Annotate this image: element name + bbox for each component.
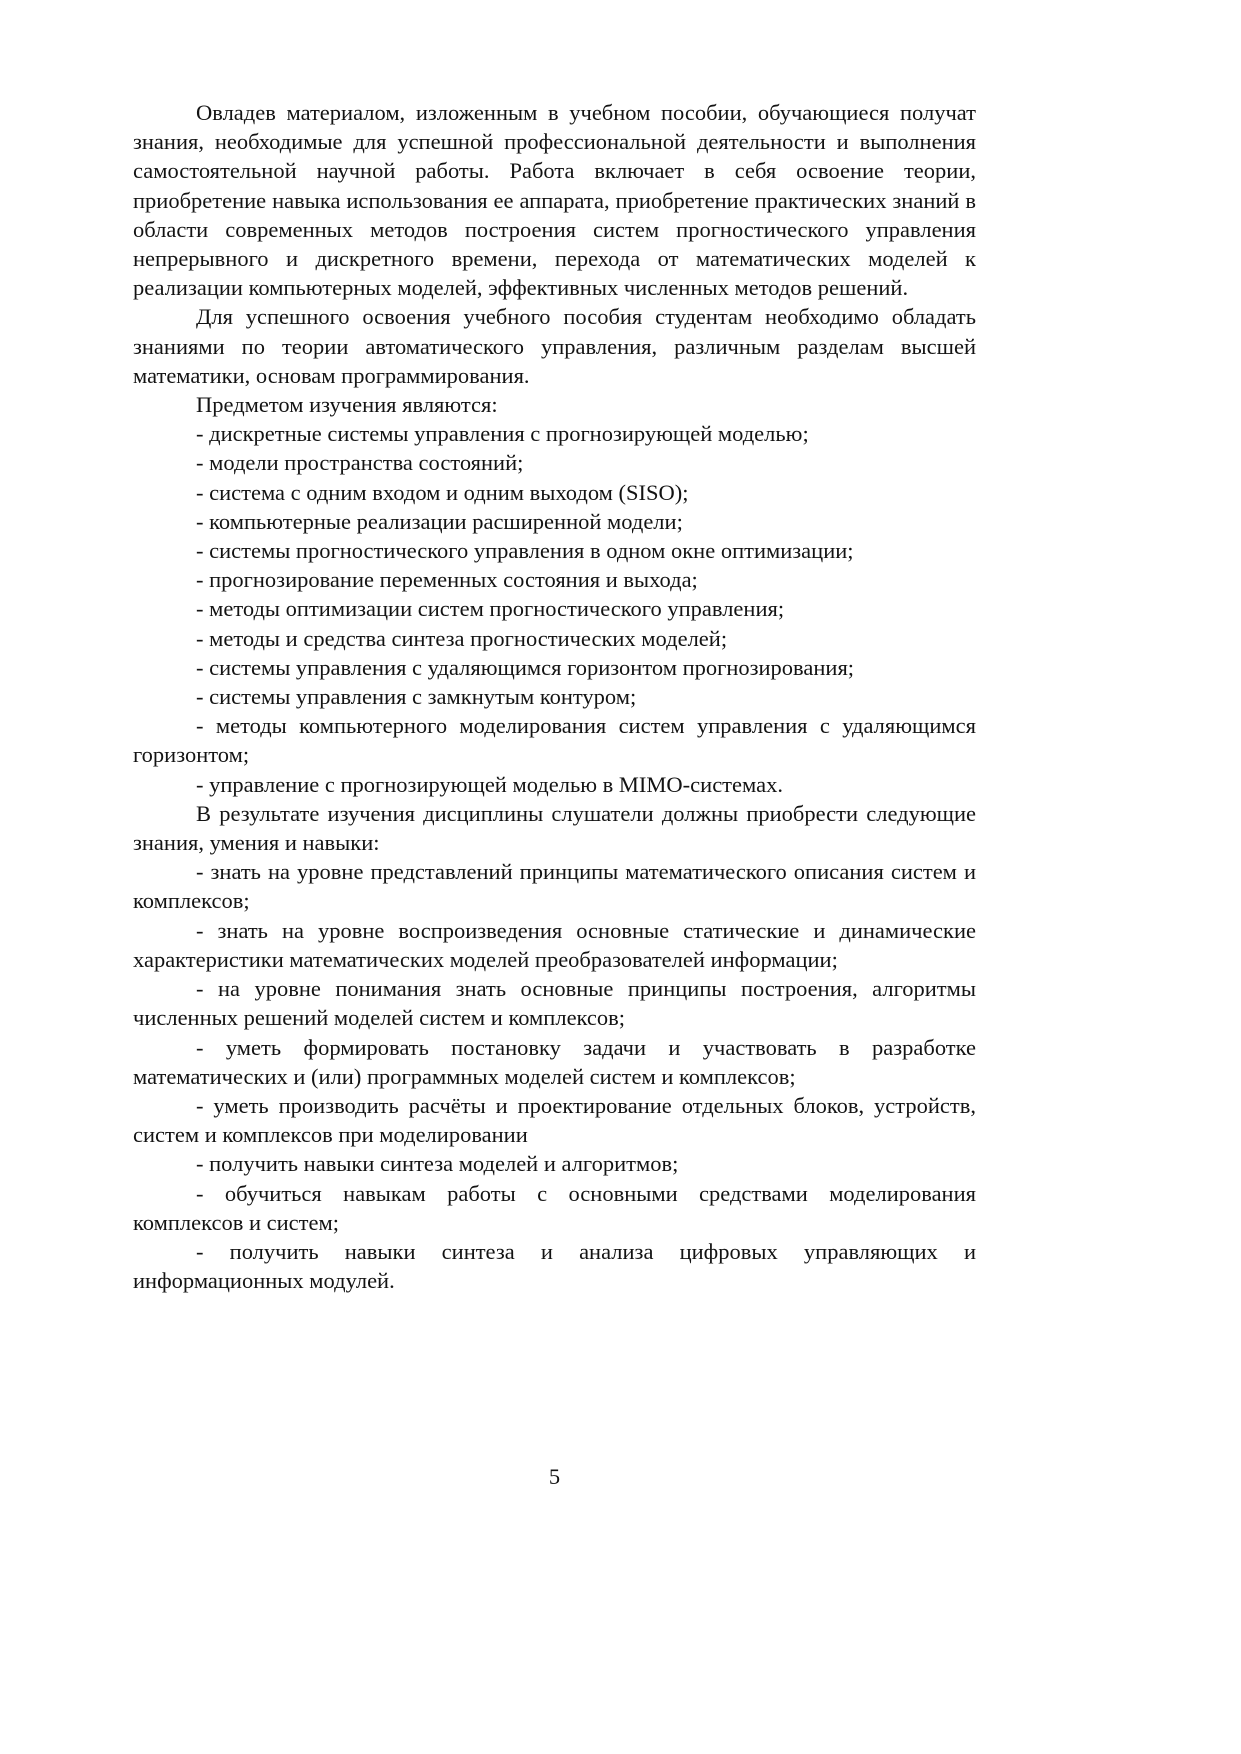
paragraph: - знать на уровне воспроизведения основные статические и динамические характеристики математических моделей преобразователей информации; xyxy=(133,917,976,972)
paragraph: - уметь производить расчёты и проектирование отдельных блоков, устройств, систем и комплексов при моделировании xyxy=(133,1092,976,1148)
paragraph: Для успешного освоения учебного пособия студентам необходимо обладать знаниями по теории автоматического управления, различным разделам высшей математики, основам программирования. xyxy=(133,304,976,388)
page-number: 5 xyxy=(548,1464,561,1489)
paragraph: - модели пространства состояний; xyxy=(196,450,524,476)
paragraph: - дискретные системы управления с прогнозирующей моделью; xyxy=(196,421,809,447)
paragraph: - системы управления с замкнутым контуром; xyxy=(196,684,637,710)
paragraph: - получить навыки синтеза моделей и алгоритмов; xyxy=(196,1151,679,1177)
paragraph: Овладев материалом, изложенным в учебном пособии, обучающиеся получат знания, необходимые для успешной профессиональной деятельности и выполнения самостоятельной научной работы. Работа включает в себя освоение теории, приобретение навыка использования ее аппарата, приобретение практических знаний в области современных методов построения систем прогностического управления непрерывного и дискретного времени, перехода от математических моделей к реализации компьютерных моделей, эффективных численных методов решений. xyxy=(133,100,976,301)
paragraph: - компьютерные реализации расширенной модели; xyxy=(196,508,683,534)
paragraph: - методы компьютерного моделирования систем управления с удаляющимся горизонтом; xyxy=(133,713,976,768)
paragraph: - системы управления с удаляющимся горизонтом прогнозирования; xyxy=(196,654,855,680)
paragraph: - системы прогностического управления в одном окне оптимизации; xyxy=(196,538,854,564)
paragraph: - уметь формировать постановку задачи и участвовать в разработке математических и (или) программных моделей систем и комплексов; xyxy=(133,1034,976,1089)
paragraph: - на уровне понимания знать основные принципы построения, алгоритмы численных решений моделей систем и комплексов; xyxy=(133,976,976,1031)
paragraph: - методы оптимизации систем прогностического управления; xyxy=(196,596,785,622)
paragraph: Предметом изучения являются: xyxy=(196,392,498,418)
paragraph: - прогнозирование переменных состояния и выхода; xyxy=(196,567,698,593)
paragraph: - система с одним входом и одним выходом (SISO); xyxy=(196,479,689,505)
paragraph: - знать на уровне представлений принципы математического описания систем и комплексов; xyxy=(133,859,976,914)
paragraph: - обучиться навыкам работы с основными средствами моделирования комплексов и систем; xyxy=(133,1180,976,1235)
paragraph: В результате изучения дисциплины слушатели должны приобрести следующие знания, умения и навыки: xyxy=(133,800,976,856)
paragraph: - методы и средства синтеза прогностических моделей; xyxy=(196,625,728,651)
paragraph: - управление с прогнозирующей моделью в MIMO-системах. xyxy=(196,771,783,797)
paragraph: - получить навыки синтеза и анализа цифровых управляющих и информационных модулей. xyxy=(133,1238,976,1294)
text-block xyxy=(133,98,976,1295)
